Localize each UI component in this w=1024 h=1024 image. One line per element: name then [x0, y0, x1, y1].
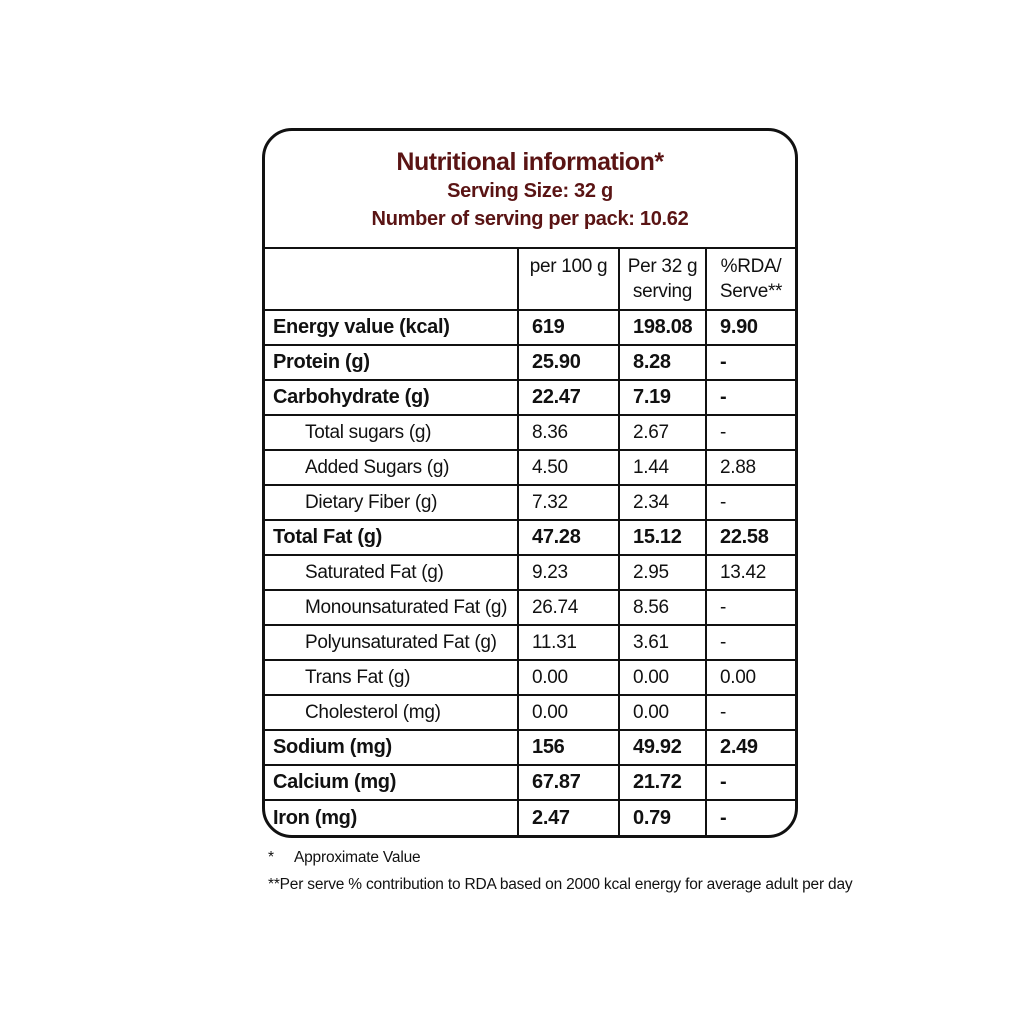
table-row: [265, 310, 795, 345]
per-100g-value: 47.28: [518, 520, 619, 555]
header-per-serving: [619, 248, 706, 310]
table-row: [265, 415, 795, 450]
per-100g-value: 11.31: [518, 625, 619, 660]
rda-per-serve-value: -: [706, 590, 795, 625]
header-per-serving-line2: serving: [632, 281, 693, 302]
nutrient-label: Added Sugars (g): [265, 450, 518, 485]
nutrient-label: Saturated Fat (g): [265, 555, 518, 590]
per-serving-value: 8.56: [619, 590, 706, 625]
header-rda-line2: Serve**: [719, 281, 783, 302]
rda-per-serve-value: -: [706, 380, 795, 415]
per-100g-value: 25.90: [518, 345, 619, 380]
per-serving-value: 2.95: [619, 555, 706, 590]
table-row: [265, 345, 795, 380]
rda-per-serve-value: -: [706, 765, 795, 800]
table-row: [265, 625, 795, 660]
footnote-rda-basis: [268, 871, 852, 898]
nutrition-table-body: [265, 310, 795, 835]
nutrient-label: Total Fat (g): [265, 520, 518, 555]
header-nutrient-column: [265, 248, 518, 310]
footnote-text: Per serve % contribution to RDA based on 2000 kcal energy for average adult per day: [279, 876, 853, 893]
per-100g-value: 2.47: [518, 800, 619, 835]
per-serving-value: 2.34: [619, 485, 706, 520]
per-100g-value: 619: [518, 310, 619, 345]
servings-per-pack-line: Number of serving per pack: 10.62: [371, 208, 689, 230]
per-serving-value: 2.67: [619, 415, 706, 450]
nutrition-table: [265, 247, 795, 835]
nutrient-label: Sodium (mg): [265, 730, 518, 765]
per-100g-value: 0.00: [518, 695, 619, 730]
per-100g-value: 22.47: [518, 380, 619, 415]
per-serving-value: 1.44: [619, 450, 706, 485]
per-100g-value: 156: [518, 730, 619, 765]
per-serving-value: 3.61: [619, 625, 706, 660]
nutrient-label: Monounsaturated Fat (g): [265, 590, 518, 625]
nutrient-label: Carbohydrate (g): [265, 380, 518, 415]
nutrient-label: Protein (g): [265, 345, 518, 380]
rda-per-serve-value: 2.49: [706, 730, 795, 765]
nutrient-label: Polyunsaturated Fat (g): [265, 625, 518, 660]
rda-per-serve-value: -: [706, 345, 795, 380]
nutrition-facts-panel: [262, 128, 798, 838]
per-serving-value: 0.00: [619, 695, 706, 730]
rda-per-serve-value: 9.90: [706, 310, 795, 345]
per-serving-value: 0.79: [619, 800, 706, 835]
nutrient-label: Iron (mg): [265, 800, 518, 835]
per-serving-value: 15.12: [619, 520, 706, 555]
table-row: [265, 485, 795, 520]
table-row: [265, 450, 795, 485]
header-rda-per-serve: [706, 248, 795, 310]
per-serving-value: 49.92: [619, 730, 706, 765]
panel-title: Nutritional information*: [396, 148, 664, 176]
header-per-100g-line1: per 100 g: [529, 256, 608, 277]
nutrient-label: Total sugars (g): [265, 415, 518, 450]
nutrient-label: Calcium (mg): [265, 765, 518, 800]
rda-per-serve-value: -: [706, 800, 795, 835]
per-serving-value: 198.08: [619, 310, 706, 345]
per-serving-value: 0.00: [619, 660, 706, 695]
nutrient-label: Cholesterol (mg): [265, 695, 518, 730]
table-row: [265, 520, 795, 555]
nutrient-label: Trans Fat (g): [265, 660, 518, 695]
table-row: [265, 660, 795, 695]
per-serving-value: 7.19: [619, 380, 706, 415]
footnote-marker: **: [268, 876, 280, 893]
table-row: [265, 555, 795, 590]
per-100g-value: 67.87: [518, 765, 619, 800]
rda-per-serve-value: -: [706, 415, 795, 450]
title-block: [265, 131, 795, 247]
per-100g-value: 0.00: [518, 660, 619, 695]
rda-per-serve-value: -: [706, 485, 795, 520]
nutrient-label: Dietary Fiber (g): [265, 485, 518, 520]
header-per-100g: [518, 248, 619, 310]
rda-per-serve-value: 13.42: [706, 555, 795, 590]
table-row: [265, 765, 795, 800]
serving-size-line: Serving Size: 32 g: [447, 180, 613, 202]
footnote-approximate-value: [268, 844, 852, 871]
table-row: [265, 590, 795, 625]
table-row: [265, 380, 795, 415]
per-100g-value: 9.23: [518, 555, 619, 590]
table-row: [265, 800, 795, 835]
header-row: [265, 248, 795, 310]
header-rda-line1: %RDA/: [720, 256, 782, 277]
per-serving-value: 21.72: [619, 765, 706, 800]
table-row: [265, 695, 795, 730]
nutrient-label: Energy value (kcal): [265, 310, 518, 345]
table-row: [265, 730, 795, 765]
footnote-text: Approximate Value: [294, 849, 421, 866]
rda-per-serve-value: 2.88: [706, 450, 795, 485]
per-100g-value: 7.32: [518, 485, 619, 520]
footnote-marker: *: [268, 849, 274, 866]
footnotes: [268, 844, 852, 898]
per-100g-value: 8.36: [518, 415, 619, 450]
rda-per-serve-value: 22.58: [706, 520, 795, 555]
rda-per-serve-value: -: [706, 695, 795, 730]
header-per-serving-line1: Per 32 g: [627, 256, 698, 277]
nutrition-table-header: [265, 248, 795, 310]
per-serving-value: 8.28: [619, 345, 706, 380]
rda-per-serve-value: 0.00: [706, 660, 795, 695]
per-100g-value: 4.50: [518, 450, 619, 485]
per-100g-value: 26.74: [518, 590, 619, 625]
rda-per-serve-value: -: [706, 625, 795, 660]
